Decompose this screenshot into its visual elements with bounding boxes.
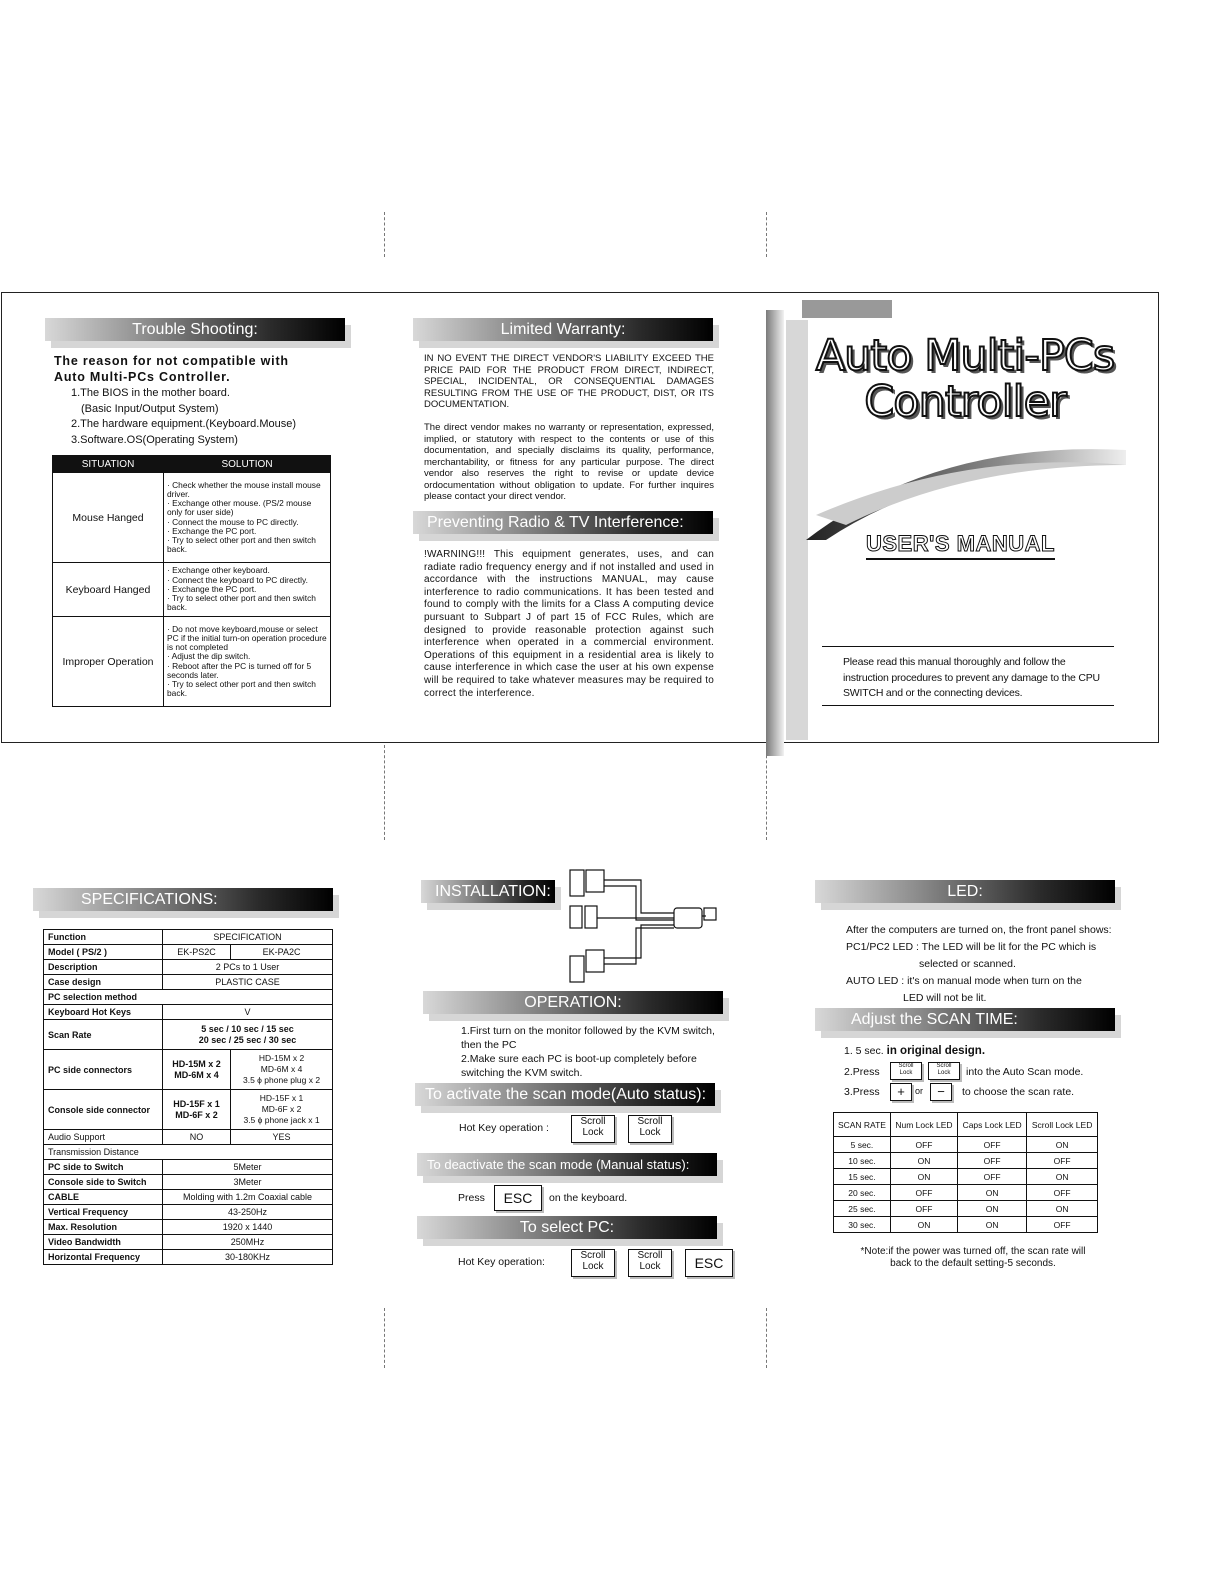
fold-line [384,212,385,257]
scan-row [834,1185,1098,1201]
cover-note-bottom-rule [822,705,1114,706]
plus-key[interactable]: + [890,1083,912,1101]
manual-scan-header: To deactivate the scan mode (Manual status): [417,1153,717,1176]
installation-header: INSTALLATION: [421,880,555,903]
solution-cell [164,563,331,617]
key-label: Lock [639,1127,661,1138]
reason-heading [54,353,289,385]
spec-key: Scan Rate [44,1020,163,1050]
press-label: Press [458,1192,485,1204]
key-label: Lock [582,1261,604,1272]
scan-cell: 5 sec. [834,1137,891,1153]
fold-line [766,745,767,840]
solution-item: · Exchange other mouse. (PS/2 mouse only for user side) [167,498,312,518]
spec-row [44,1050,333,1090]
scan-cell: ON [958,1185,1027,1201]
spec-row [44,1005,333,1020]
scroll-lock-key[interactable] [890,1062,922,1080]
col-header: SOLUTION [164,456,331,473]
scan-cell: 30 sec. [834,1217,891,1233]
operation-step-2: 2.Make sure each PC is boot-up completely before switching the KVM switch. [461,1053,697,1079]
scan-note [838,1246,1108,1270]
scan-step-2-text: into the Auto Scan mode. [966,1066,1084,1078]
spec-row [44,975,333,990]
esc-key[interactable]: ESC [494,1185,542,1211]
scroll-lock-key[interactable] [628,1249,672,1277]
scan-row [834,1137,1098,1153]
scan-col-header: Scroll Lock LED [1027,1113,1098,1137]
spec-value: V [163,1005,333,1020]
scan-cell: OFF [958,1153,1027,1169]
spec-value: SPECIFICATION [163,930,333,945]
spec-value: HD-15M x 2 MD-6M x 4 3.5 ϕ phone plug x 2 [231,1050,333,1090]
scan-cell: OFF [890,1185,957,1201]
spec-key: Description [44,960,163,975]
key-label: Scroll [898,1063,914,1069]
cover-note: Please read this manual thoroughly and follow the instruction procedures to prevent any damage to the CPU SWITCH and or the connecting devices. [843,656,1100,699]
spec-row [44,1190,333,1205]
warranty-paragraph-2: The direct vendor makes no warranty or representation, expressed, implied, or statutory with respect to the contents or use of this documentation, and specially disclaims its quality, performance, merchantability, or fitness for any particular purpose. The direct vendor also reserves the right to revise or update device ordocumentation without obligation to update. For further inquires please contact your direct vendor. [424,422,714,502]
spec-row [44,1205,333,1220]
scan-cell: 20 sec. [834,1185,891,1201]
situation-cell: Improper Operation [53,617,164,707]
trouble-table [52,455,331,707]
interference-header: Preventing Radio & TV Interference: [413,511,713,534]
spec-key: Keyboard Hot Keys [44,1005,163,1020]
spec-key: CABLE [44,1190,163,1205]
solution-item: · Exchange other keyboard. [167,565,270,576]
esc-key[interactable]: ESC [685,1249,733,1277]
users-manual-label: USER'S MANUAL [866,531,1055,560]
key-label: Scroll [580,1250,606,1261]
scan-cell: ON [1027,1169,1098,1185]
scan-row [834,1201,1098,1217]
key-label: Scroll [936,1063,952,1069]
spec-row [44,1220,333,1235]
or-label: or [915,1086,924,1096]
scan-step-1-text: in original design. [886,1045,986,1057]
spec-key: Horizontal Frequency [44,1250,163,1265]
solution-item: · Connect the mouse to PC directly. [167,516,299,527]
key-label: Lock [582,1127,604,1138]
scroll-lock-key[interactable] [571,1249,615,1277]
fold-line [766,212,767,257]
solution-item: · Try to select other port and then switch back. [167,593,316,613]
led-line: PC1/PC2 LED : The LED will be lit for the PC which is [846,941,1097,953]
spec-value: YES [231,1130,333,1145]
spec-row [44,1250,333,1265]
spec-value: HD-15F x 1 MD-6F x 2 [163,1090,231,1130]
solution-cell [164,617,331,707]
col-header: SITUATION [53,456,164,473]
spec-value: NO [163,1130,231,1145]
key-label: Lock [639,1261,661,1272]
installation-diagram [566,858,726,988]
led-line: selected or scanned. [919,958,1016,970]
scan-cell: 25 sec. [834,1201,891,1217]
spec-row [44,990,333,1005]
spec-row [44,1020,333,1050]
solution-item: · Exchange the PC port. [167,525,257,536]
spec-key: Console side to Switch [44,1175,163,1190]
led-header: LED: [815,880,1115,903]
scan-note-line: back to the default setting-5 seconds. [890,1258,1056,1269]
scan-step-3-text: to choose the scan rate. [962,1086,1075,1098]
press-after-label: on the keyboard. [549,1192,628,1204]
cover-title-line-2: Controller [864,377,1066,427]
auto-hotkey-label: Hot Key operation : [459,1122,549,1134]
scan-row [834,1153,1098,1169]
spec-value: 30-180KHz [163,1250,333,1265]
spec-row [44,930,333,945]
reason-item: 3.Software.OS(Operating System) [71,433,238,446]
spec-row [44,1160,333,1175]
spec-key: Vertical Frequency [44,1205,163,1220]
spec-value: 3Meter [163,1175,333,1190]
scan-step-3: 3.Press [844,1086,880,1098]
cover-note-top-rule [822,646,1114,647]
scan-cell: OFF [958,1169,1027,1185]
led-description [846,922,1136,1007]
specifications-table [43,929,333,1265]
spec-key: Max. Resolution [44,1220,163,1235]
scan-step-2: 2.Press [844,1066,880,1078]
scan-cell: ON [1027,1201,1098,1217]
select-pc-header: To select PC: [417,1216,717,1239]
trouble-shooting-header: Trouble Shooting: [45,318,345,341]
spec-key: Function [44,930,163,945]
spec-key: Audio Support [44,1130,163,1145]
scan-cell: ON [890,1217,957,1233]
spec-key: Video Bandwidth [44,1235,163,1250]
scan-row [834,1169,1098,1185]
reason-line-1: The reason for not compatible with [54,354,289,368]
solution-item: · Try to select other port and then switch back. [167,534,316,555]
reason-line-2: Auto Multi-PCs Controller. [54,370,231,384]
spec-value: EK-PS2C [163,945,231,960]
fold-line [384,1308,385,1368]
spec-value: 2 PCs to 1 User [163,960,333,975]
spec-row [44,960,333,975]
key-label: Scroll [580,1116,606,1127]
solution-item: · Connect the keyboard to PC directly. [167,574,308,585]
reason-item: (Basic Input/Output System) [81,402,219,415]
scan-cell: 15 sec. [834,1169,891,1185]
scan-cell: OFF [1027,1153,1098,1169]
spec-value: EK-PA2C [231,945,333,960]
fold-line [766,1308,767,1368]
limited-warranty-header: Limited Warranty: [413,318,713,341]
scan-cell: OFF [890,1137,957,1153]
spec-value: 43-250Hz [163,1205,333,1220]
spec-key: Case design [44,975,163,990]
scan-row [834,1217,1098,1233]
specifications-header: SPECIFICATIONS: [33,888,333,911]
scan-cell: 10 sec. [834,1153,891,1169]
spec-value: 250MHz [163,1235,333,1250]
spec-key: Transmission Distance [44,1145,333,1160]
fold-line [384,745,385,840]
solution-item: · Reboot after the PC is turned off for 5 seconds later. [167,660,312,680]
scan-cell: ON [890,1169,957,1185]
spec-row [44,1090,333,1130]
led-line: AUTO LED : it's on manual mode when turn on the [846,975,1082,987]
kvm-connection-diagram [566,858,726,988]
spec-value: 1920 x 1440 [163,1220,333,1235]
solution-item: · Do not move keyboard,mouse or select PC if the initial turn-on operation procedure is not completed [167,623,327,653]
spec-value: 5 sec / 10 sec / 15 sec 20 sec / 25 sec / 30 sec [163,1020,333,1050]
scan-cell: ON [1027,1137,1098,1153]
scan-step-1 [844,1045,985,1057]
spec-key: PC side to Switch [44,1160,163,1175]
scan-step-1-num: 1. 5 sec. [844,1045,884,1057]
reason-item: 1.The BIOS in the mother board. [71,387,230,399]
key-label: Lock [899,1070,913,1076]
spec-value: PLASTIC CASE [163,975,333,990]
reason-item: 2.The hardware equipment.(Keyboard.Mouse) [71,418,297,430]
spec-key: PC selection method [44,990,333,1005]
scan-col-header: Caps Lock LED [958,1113,1027,1137]
operation-step-1: 1.First turn on the monitor followed by the KVM switch, then the PC [461,1025,715,1051]
auto-scan-header: To activate the scan mode(Auto status): [415,1083,715,1106]
spec-value: Molding with 1.2m Coaxial cable [163,1190,333,1205]
key-label: Scroll [637,1116,663,1127]
spec-key: Console side connector [44,1090,163,1130]
led-line: LED will not be lit. [903,992,987,1004]
scan-cell: OFF [1027,1217,1098,1233]
situation-cell: Keyboard Hanged [53,563,164,617]
scan-time-header: Adjust the SCAN TIME: [815,1008,1115,1031]
scan-col-header: Num Lock LED [890,1113,957,1137]
scan-cell: ON [890,1153,957,1169]
scan-rate-table [833,1112,1098,1233]
scan-cell: OFF [958,1137,1027,1153]
select-hotkey-label: Hot Key operation: [458,1256,545,1268]
key-label: Scroll [637,1250,663,1261]
led-line: After the computers are turned on, the front panel shows: [846,924,1112,936]
spec-row [44,1175,333,1190]
scan-col-header: SCAN RATE [834,1113,891,1137]
minus-key[interactable]: − [930,1083,952,1101]
spec-row [44,1145,333,1160]
spec-value: 5Meter [163,1160,333,1175]
scroll-lock-key[interactable] [628,1115,672,1143]
scroll-lock-key[interactable] [928,1062,960,1080]
spec-row [44,1130,333,1145]
cover-title [800,333,1130,425]
operation-header: OPERATION: [423,991,723,1014]
spec-row [44,1235,333,1250]
situation-cell: Mouse Hanged [53,473,164,563]
warranty-paragraph-1: IN NO EVENT THE DIRECT VENDOR'S LIABILITY EXCEED THE PRICE PAID FOR THE PRODUCT FROM DIRECT, INDIRECT, SPECIAL, INCIDENTAL, OR CONSEQUENTIAL DAMAGES RESULTING FROM THE USE OF THE PRODUCT, DIST, OR ITS DOCUMENTATION. [424,353,714,410]
solution-item: · Try to select other port and then switch back. [167,678,316,699]
interference-paragraph: !WARNING!!! This equipment generates, uses, and can radiate radio frequency energy and if not installed and used in accordance with the instructions MANUAL, may cause interference to radio communications. It has been tested and found to comply with the limits for a Class A computing device pursuant to Subpart J of part 15 of FCC Rules, which are designed to provide reasonable protection against such interference when operated in a commercial environment. Operations of this equipment in a residential area is likely to cause interference in which case the user at his own expense will be required to take whatever measures may be required to correct the interference. [424,549,714,699]
reason-list [71,386,296,448]
spec-key: Model ( PS/2 ) [44,945,163,960]
solution-item: · Adjust the dip switch. [167,651,251,662]
scan-cell: OFF [890,1201,957,1217]
spec-row [44,945,333,960]
scan-note-line: *Note:if the power was turned off, the scan rate will [860,1246,1086,1257]
solution-cell [164,473,331,563]
solution-item: · Check whether the mouse install mouse driver. [167,479,321,499]
spec-value: HD-15F x 1 MD-6F x 2 3.5 ϕ phone jack x 1 [231,1090,333,1130]
scan-cell: ON [958,1201,1027,1217]
scan-cell: OFF [1027,1185,1098,1201]
scroll-lock-key[interactable] [571,1115,615,1143]
solution-item: · Exchange the PC port. [167,583,257,594]
scan-cell: ON [958,1217,1027,1233]
key-label: Lock [937,1070,951,1076]
spec-key: PC side connectors [44,1050,163,1090]
cover-title-line-1: Auto Multi-PCs [815,331,1115,381]
spec-value: HD-15M x 2 MD-6M x 4 [163,1050,231,1090]
